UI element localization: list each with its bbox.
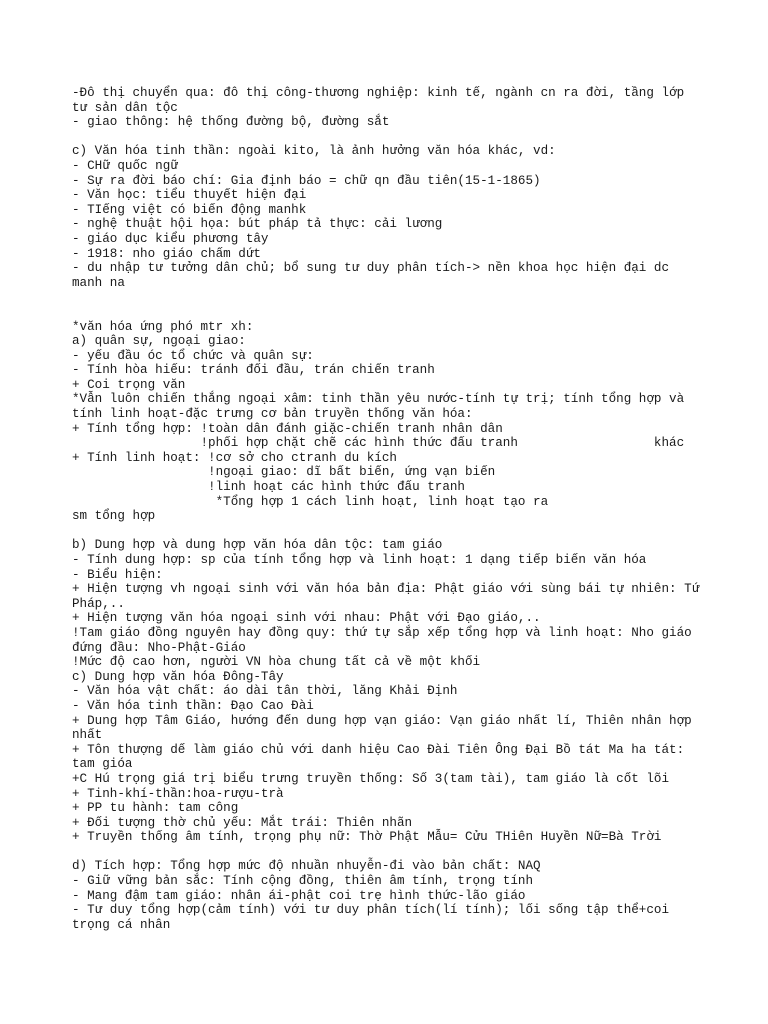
document-body-text: -Đô thị chuyển qua: đô thị công-thương nghiệp: kinh tế, ngành cn ra đời, tầng lớp tư sản dân tộc - giao thông: hệ thống đường bộ, đường sắt c) Văn hóa tinh thần: ngoài kito, là ảnh hưởng văn hóa khác, vd: - CHữ quốc ngữ - Sự ra đời báo chí: Gia định báo = chữ qn đầu tiên(15-1-1865) - Văn học: tiểu thuyết hiện đại - TIếng việt có biến động manhk - nghệ thuật hội họa: bút pháp tả thực: cải lương - giáo dục kiểu phương tây - 1918: nho giáo chấm dứt - du nhập tư tưởng dân chủ; bổ sung tư duy phân tích-> nền khoa học hiện đại dc manh na *văn hóa ứng phó mtr xh: a) quân sự, ngoại giao: - yếu đầu óc tổ chức và quân sự: - Tính hòa hiếu: tránh đối đầu, trán chiến tranh + Coi trọng văn *Vẫn luôn chiến thắng ngoại xâm: tinh thần yêu nước-tính tự trị; tính tổng hợp và tính linh hoạt-đặc trưng cơ bản truyền thống văn hóa: + Tính tổng hợp: !toàn dân đánh giặc-chiến tranh nhân dân !phối hợp chặt chẽ các hình thức đấu tranh khác + Tính linh hoạt: !cơ sở cho ctranh du kích !ngoại giao: dĩ bất biến, ứng vạn biến !linh hoạt các hình thức đấu tranh *Tổng hợp 1 cách linh hoạt, linh hoạt tạo ra sm tổng hợp b) Dung hợp và dung hợp văn hóa dân tộc: tam giáo - Tính dung hợp: sp của tính tổng hợp và linh hoạt: 1 dạng tiếp biến văn hóa - Biểu hiện: + Hiện tượng vh ngoại sinh với văn hóa bản địa: Phật giáo với sùng bái tự nhiên: Tứ Pháp,.. + Hiện tượng văn hóa ngoại sinh với nhau: Phật với Đạo giáo,.. !Tam giáo đồng nguyên hay đồng quy: thứ tự sắp xếp tổng hợp và linh hoạt: Nho giáo đứng đầu: Nho-Phật-Giáo !Mức độ cao hơn, người VN hòa chung tất cả về một khối c) Dung hợp văn hóa Đông-Tây - Văn hóa vật chất: áo dài tân thời, lăng Khải Định - Văn hóa tinh thần: Đạo Cao Đài + Dung hợp Tâm Giáo, hướng đến dung hợp vạn giáo: Vạn giáo nhất lí, Thiên nhân hợp nhất + Tôn thượng dế làm giáo chủ với danh hiệu Cao Đài Tiên Ông Đại Bồ tát Ma ha tát: tam gióa +C Hú trọng giá trị biểu trưng truyền thống: Số 3(tam tài), tam giáo là cốt lõi + Tinh-khí-thần:hoa-rượu-trà + PP tu hành: tam công + Đối tượng thờ chủ yếu: Mắt trái: Thiên nhãn + Truyền thống âm tính, trọng phụ nữ: Thờ Phật Mẫu= Cửu THiên Huyền Nữ=Bà Trời d) Tích hợp: Tổng hợp mức độ nhuần nhuyễn-đi vào bản chất: NAQ - Giữ vững bản sắc: Tính cộng đồng, thiên âm tính, trọng tính - Mang đậm tam giáo: nhân ái-phật coi trẹ hình thức-lão giáo - Tư duy tổng hợp(cảm tính) với tư duy phân tích(lí tính); lối sống tập thể+coi trọng cá nhân: [72, 86, 700, 932]
